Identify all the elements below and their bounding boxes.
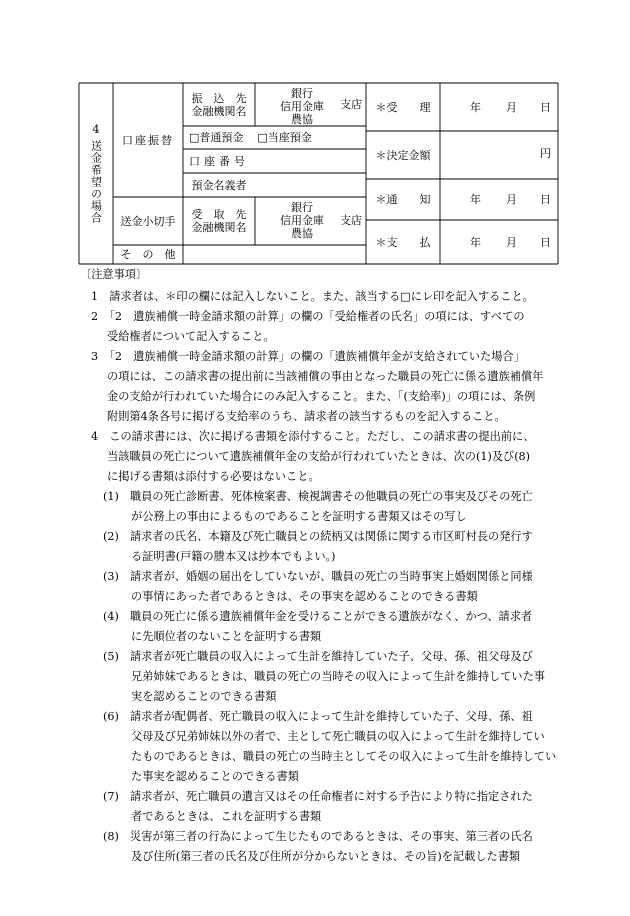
payment-date: 年 月 日 bbox=[470, 235, 551, 249]
note-line: たものであるときは、職員の死亡の当時主としてその収入によって生計を維持してい bbox=[131, 750, 557, 763]
decided-amount-label: ＊決定金額 bbox=[375, 148, 431, 162]
notice-date: 年 月 日 bbox=[470, 193, 551, 206]
payment-label: ＊支 払 bbox=[375, 235, 431, 249]
note-line: 者であるときは、これを証明する書類 bbox=[131, 810, 322, 823]
note-line: 附則第4条各号に掲げる支給率のうち、請求者の該当するものを記入すること。 bbox=[107, 410, 506, 423]
note-line: (1) 職員の死亡診断書、死体検案書、検視調書その他職員の死亡の事実及びその死亡 bbox=[103, 490, 533, 503]
note-line: (2) 請求者の氏名、本籍及び死亡職員との続柄又は関係に関する市区町村長の発行す bbox=[103, 530, 533, 543]
note-line: (4) 職員の死亡に係る遺族補償年金を受けることができる遺族がなく、かつ、請求者 bbox=[103, 610, 533, 623]
note-line: の項には、この請求書の提出前に当該補償の事由となった職員の死亡に係る遺族補償年 bbox=[107, 370, 544, 383]
account-holder-label: 預金名義者 bbox=[191, 178, 247, 192]
section-number: 4 bbox=[92, 123, 100, 136]
check-bank-field[interactable]: 銀行 信用金庫 農協 支店 bbox=[280, 201, 362, 240]
decided-amount-field: 円 bbox=[540, 147, 551, 160]
note-line: 1 請求者は、＊印の欄には記入しないこと。また、該当する□にレ印を記入すること。 bbox=[91, 290, 534, 303]
notes-heading: 〔注意事項〕 bbox=[80, 268, 148, 281]
note-line: 受給権者について記入すること。 bbox=[107, 330, 275, 343]
check-branch: 支店 bbox=[340, 214, 362, 227]
note-line: 当該職員の死亡について遺族補償年金の支給が行われていたときは、次の(1)及び(8) bbox=[107, 450, 531, 463]
note-line: 実を認めることのできる書類 bbox=[131, 690, 277, 703]
receipt-label: ＊受 理 bbox=[375, 100, 431, 114]
note-line: に先順位者のないことを証明する書類 bbox=[131, 630, 322, 643]
note-line: 父母及び兄弟姉妹以外の者で、主として死亡職員の収入によって生計を維持してい bbox=[131, 730, 545, 743]
check-bank-label: 受 取 先 金融機関名 bbox=[191, 208, 247, 234]
note-line: (5) 請求者が死亡職員の収入によって生計を維持していた子、父母、孫、祖父母及び bbox=[103, 650, 533, 663]
transfer-bank-label: 振 込 先 金融機関名 bbox=[191, 91, 247, 118]
note-line: (6) 請求者が配偶者、死亡職員の収入によって生計を維持していた子、父母、孫、祖 bbox=[103, 710, 533, 723]
other-label: そ の 他 bbox=[120, 248, 176, 261]
note-line: に掲げる書類は添付する必要はないこと。 bbox=[107, 470, 320, 483]
note-line: 3 「2 遺族補償一時金請求額の計算」の欄の「遺族補償年金が支給されていた場合」 bbox=[91, 350, 525, 363]
other-field[interactable] bbox=[183, 245, 366, 264]
account-holder-field[interactable] bbox=[255, 173, 366, 197]
receipt-date: 年 月 日 bbox=[470, 100, 551, 114]
note-line: 2 「2 遺族補償一時金請求額の計算」の欄の「受給権者の氏名」の項には、すべての bbox=[91, 310, 525, 323]
note-line: の事情にあった者であるときは、その事実を認めることのできる書類 bbox=[131, 590, 478, 603]
note-line: 及び住所(第三者の氏名及び住所が分からないときは、その旨)を記載した書類 bbox=[131, 850, 521, 863]
note-line: (8) 災害が第三者の行為によって生じたものであるときは、その事実、第三者の氏名 bbox=[103, 830, 533, 843]
transfer-branch: 支店 bbox=[340, 98, 362, 111]
note-line: 4 この請求書には、次に掲げる書類を添付すること。ただし、この請求書の提出前に、 bbox=[91, 430, 535, 443]
note-line: が公務上の事由によるものであることを証明する書類又はその写し bbox=[131, 510, 467, 523]
check-label: 送金小切手 bbox=[120, 214, 176, 228]
note-line: 兄弟姉妹であるときは、職員の死亡の当時その収入によって生計を維持していた事 bbox=[131, 670, 545, 683]
note-line: る証明書(戸籍の謄本又は抄本でもよい。) bbox=[131, 550, 336, 563]
checkbox-current-deposit[interactable]: □当座預金 bbox=[257, 131, 312, 144]
account-type-row[interactable] bbox=[183, 126, 366, 149]
account-number-field[interactable] bbox=[255, 149, 366, 173]
note-line: 金の支給が行われていた場合にのみ記入すること。また、「(支給率)」の項には、条例 bbox=[107, 390, 536, 403]
checkbox-ordinary-deposit[interactable]: □普通預金 bbox=[189, 131, 244, 144]
notice-label: ＊通 知 bbox=[375, 193, 431, 206]
note-line: (7) 請求者が、死亡職員の遺言又はその任命権者に対する予告により特に指定された bbox=[103, 790, 533, 803]
account-number-label: 口座番号 bbox=[189, 154, 249, 168]
note-line: た事実を認めることのできる書類 bbox=[131, 770, 299, 783]
note-line: (3) 請求者が、婚姻の届出をしていないが、職員の死亡の当時事実上婚姻関係と同様 bbox=[103, 570, 533, 583]
section-header bbox=[79, 83, 113, 264]
section-title: 送金希望の場合 bbox=[89, 140, 103, 224]
transfer-label: 口座振替 bbox=[122, 133, 174, 147]
transfer-bank-field[interactable]: 銀行 信用金庫 農協 支店 bbox=[280, 87, 362, 126]
